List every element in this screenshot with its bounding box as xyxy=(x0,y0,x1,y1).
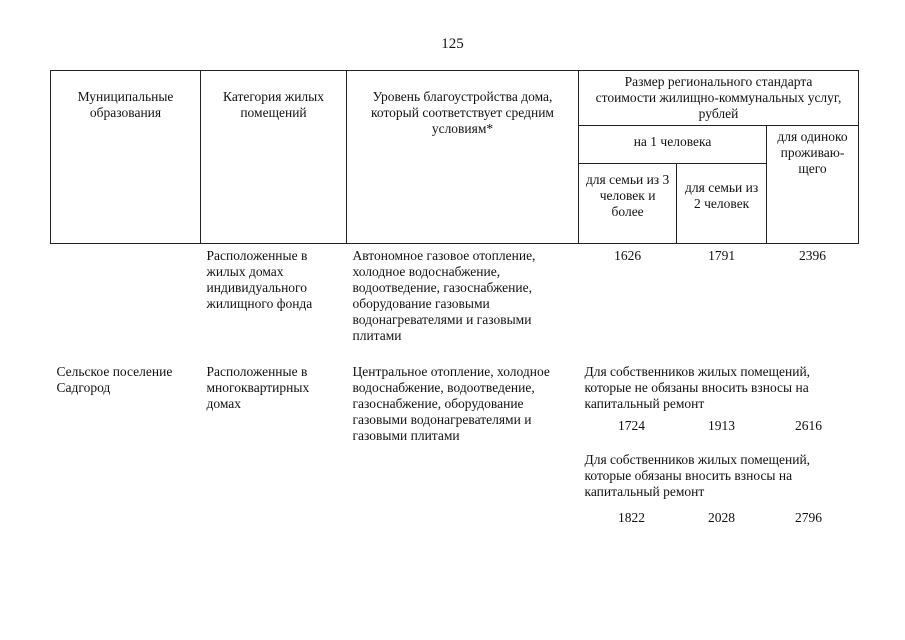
header-level: Уровень благоустройства дома, который соответствует средним условиям* xyxy=(347,71,579,244)
row-category: Расположенные в жилых домах индивидуального жилищного фонда xyxy=(206,248,313,311)
header-family-2: для семьи из 2 человек xyxy=(677,164,767,244)
group-values xyxy=(585,418,853,434)
group-value-family-3: 1724 xyxy=(618,418,645,433)
row-value-family-3: 1626 xyxy=(614,248,642,263)
row-level: Центральное отопление, холодное водоснабжение, водоотведение, газоснабжение, оборудование газовыми водонагревателями и газовыми плитами xyxy=(352,364,550,443)
group-values xyxy=(585,510,853,526)
table-row xyxy=(51,244,859,349)
header-category: Категория жилых помещений xyxy=(201,71,347,244)
row-price-groups xyxy=(579,348,859,530)
header-family-3: для семьи из 3 человек и более xyxy=(579,164,677,244)
row-category: Расположенные в многоквартирных домах xyxy=(206,364,310,411)
group-note: Для собственников жилых помещений, которые обязаны вносить взносы на капитальный ремонт xyxy=(584,452,811,499)
header-single: для одиноко проживаю-щего xyxy=(767,126,859,244)
page-number: 125 xyxy=(441,36,464,52)
row-value-family-2: 1791 xyxy=(708,248,736,263)
table-row xyxy=(51,348,859,530)
tariff-table xyxy=(50,70,859,530)
row-municipality: Сельское поселение Садгород xyxy=(56,364,173,395)
header-standard: Размер регионального стандарта стоимости жилищно-коммунальных услуг, рублей xyxy=(579,71,859,126)
header-municipality: Муниципальные образования xyxy=(51,71,201,244)
row-municipality xyxy=(51,244,201,349)
header-per-person: на 1 человека xyxy=(579,126,767,164)
group-value-single: 2616 xyxy=(795,418,822,433)
group-note: Для собственников жилых помещений, которые не обязаны вносить взносы на капитальный ремонт xyxy=(584,364,811,411)
row-value-single: 2396 xyxy=(799,248,827,263)
group-value-single: 2796 xyxy=(795,510,822,525)
group-value-family-3: 1822 xyxy=(618,510,645,525)
group-value-family-2: 1913 xyxy=(708,418,735,433)
group-value-family-2: 2028 xyxy=(708,510,735,525)
row-level: Автономное газовое отопление, холодное водоснабжение, водоотведение, газоснабжение, оборудование газовыми водонагревателями и газовыми плитами xyxy=(352,248,536,343)
